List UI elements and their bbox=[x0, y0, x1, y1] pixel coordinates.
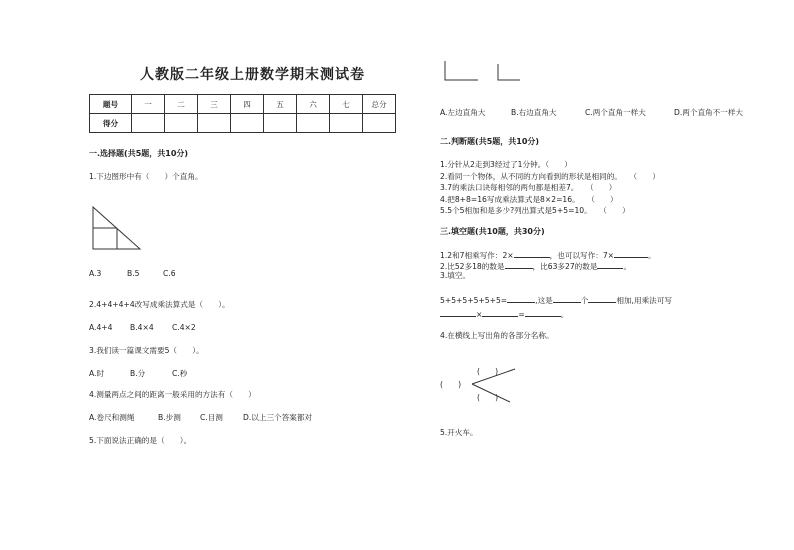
fill2-text-a: 2.比52多18的数是 bbox=[440, 262, 505, 271]
fill1-text-c: 。 bbox=[648, 251, 656, 260]
fill3-text-d: 相加,用乘法可写 bbox=[616, 296, 672, 305]
angle-label-bottom: ( ) bbox=[477, 393, 499, 402]
judge-item: 4.把8+8=16写成乘法算式是8×2=16。 （ ） bbox=[440, 195, 618, 204]
fill3-text-equals: = bbox=[518, 310, 525, 319]
judge-item: 5.5个5相加和是多少?列出算式是5+5=10。 （ ） bbox=[440, 206, 630, 215]
answer-blank[interactable] bbox=[588, 294, 616, 303]
answer-blank[interactable] bbox=[614, 249, 648, 258]
fill3-line-1 bbox=[440, 294, 672, 306]
fill2-text-b: ，比63多27的数是 bbox=[532, 262, 598, 271]
q5-option-b: B.右边直角大 bbox=[511, 108, 557, 117]
angle-label-vertex: ( ) bbox=[440, 380, 462, 389]
fill-question-4: 4.在横线上写出角的各部分名称。 bbox=[440, 331, 554, 340]
q4-option-c: C.目测 bbox=[200, 413, 223, 422]
question-4: 4.测量两点之间的距离一般采用的方法有（ ） bbox=[89, 390, 256, 399]
question-5: 5.下面说法正确的是（ ）。 bbox=[89, 436, 192, 445]
q1-option-a: A.3 bbox=[89, 269, 102, 278]
score-table-header-cell: 五 bbox=[264, 95, 297, 114]
question-2: 2.4+4+4+4改写成乘法算式是（ ）。 bbox=[89, 300, 230, 309]
fill2-text-c: 。 bbox=[623, 262, 632, 271]
fill3-text-c: 个 bbox=[580, 296, 589, 305]
q4-option-b: B.步测 bbox=[158, 413, 181, 422]
section-choice-heading: 一.选择题(共5题，共10分) bbox=[89, 149, 189, 158]
fill3-line-2 bbox=[440, 308, 568, 320]
judge-item: 3.7的乘法口诀每相邻的两句都是相差7。 （ ） bbox=[440, 183, 617, 192]
answer-blank[interactable] bbox=[597, 260, 623, 269]
fill3-text-end: 。 bbox=[560, 310, 569, 319]
fill1-text-b: ，也可以写作：7× bbox=[549, 251, 615, 260]
q2-option-b: B.4×4 bbox=[130, 323, 154, 332]
answer-blank[interactable] bbox=[482, 308, 518, 317]
score-row-label: 得分 bbox=[90, 114, 132, 133]
page-title: 人教版二年级上册数学期末测试卷 bbox=[140, 67, 365, 83]
score-table-header-cell: 二 bbox=[165, 95, 198, 114]
q4-option-d: D.以上三个答案都对 bbox=[243, 413, 313, 422]
q2-option-c: C.4×2 bbox=[172, 323, 196, 332]
score-table-header-cell: 一 bbox=[132, 95, 165, 114]
score-cell bbox=[165, 114, 198, 133]
q1-option-c: C.6 bbox=[163, 269, 176, 278]
q4-option-a: A.卷尺和测绳 bbox=[89, 413, 135, 422]
q3-option-c: C.秒 bbox=[172, 369, 188, 378]
fill3-text-b: ,这是 bbox=[535, 296, 553, 305]
section-judge-heading: 二.判断题(共5题，共10分) bbox=[440, 137, 540, 146]
score-table-header-row bbox=[90, 95, 396, 114]
score-cell bbox=[198, 114, 231, 133]
fill-question-3: 3.填空。 bbox=[440, 271, 471, 280]
answer-blank[interactable] bbox=[514, 249, 550, 258]
answer-blank[interactable] bbox=[440, 308, 476, 317]
fill-question-5: 5.开火车。 bbox=[440, 428, 478, 437]
score-cell bbox=[297, 114, 330, 133]
fill3-text-times: × bbox=[476, 310, 483, 319]
score-cell bbox=[231, 114, 264, 133]
score-cell bbox=[264, 114, 297, 133]
fill3-text-a: 5+5+5+5+5+5= bbox=[440, 296, 508, 305]
score-table-score-row bbox=[90, 114, 396, 133]
right-triangle-figure bbox=[92, 206, 142, 251]
score-cell bbox=[132, 114, 165, 133]
fill1-text-a: 1.2和7相乘写作：2× bbox=[440, 251, 514, 260]
q1-option-b: B.5 bbox=[127, 269, 140, 278]
score-table-header-cell: 题号 bbox=[90, 95, 132, 114]
q5-option-c: C.两个直角一样大 bbox=[585, 108, 646, 117]
score-table-header-cell: 四 bbox=[231, 95, 264, 114]
score-table-header-cell: 七 bbox=[330, 95, 363, 114]
answer-blank[interactable] bbox=[505, 260, 533, 269]
q2-option-a: A.4+4 bbox=[89, 323, 113, 332]
score-table bbox=[89, 94, 396, 133]
angle-label-top: ( ) bbox=[477, 367, 499, 376]
score-table-header-cell: 六 bbox=[297, 95, 330, 114]
answer-blank[interactable] bbox=[507, 294, 535, 303]
judge-item: 2.看同一个物体，从不同的方向看到的形状是相同的。 （ ） bbox=[440, 172, 660, 181]
right-angles-figure bbox=[444, 60, 534, 82]
q3-option-b: B.分 bbox=[130, 369, 146, 378]
q3-option-a: A.时 bbox=[89, 369, 105, 378]
judge-item: 1.分针从2走到3经过了1分钟。（ ） bbox=[440, 160, 572, 169]
score-table-header-cell: 三 bbox=[198, 95, 231, 114]
score-table-header-cell: 总分 bbox=[363, 95, 396, 114]
score-cell bbox=[330, 114, 363, 133]
q5-option-d: D.两个直角不一样大 bbox=[674, 108, 744, 117]
score-cell bbox=[363, 114, 396, 133]
q5-option-a: A.左边直角大 bbox=[440, 108, 486, 117]
question-3: 3.我们读一篇课文需要5（ ）。 bbox=[89, 346, 204, 355]
question-1: 1.下边图形中有（ ）个直角。 bbox=[89, 172, 203, 181]
answer-blank[interactable] bbox=[525, 308, 561, 317]
answer-blank[interactable] bbox=[553, 294, 581, 303]
section-fill-heading: 三.填空题(共10题，共30分) bbox=[440, 227, 545, 236]
